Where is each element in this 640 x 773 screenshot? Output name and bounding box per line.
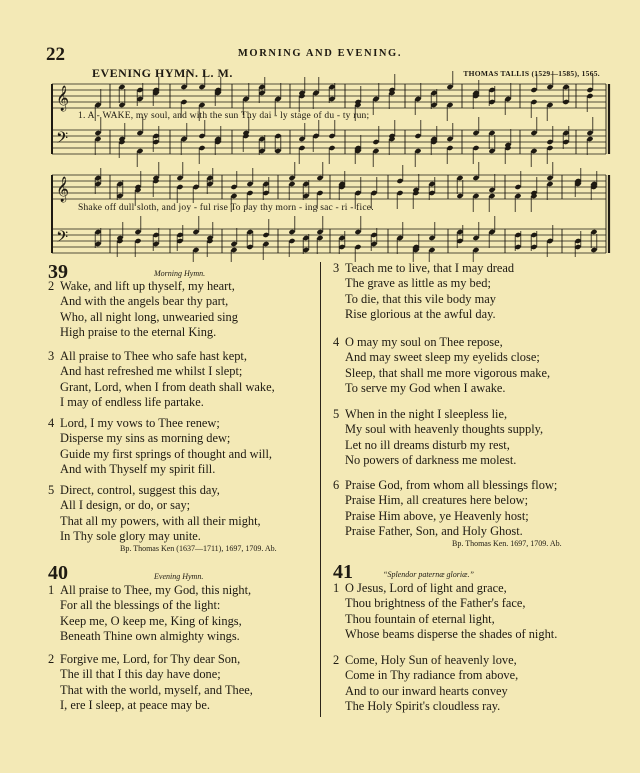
verse-line: Guide my first springs of thought and will, [60,446,273,461]
bass-clef: 𝄢 [56,129,69,151]
verse-line: Keep me, O keep me, King of kings, [60,613,242,628]
verse-line: And with the angels bear thy part, [60,294,229,309]
verse-number: 4 [48,416,55,430]
verse-line: To die, that this vile body may [345,291,496,306]
hymn-41-verse-1 [333,581,557,643]
verse-line: Praise Father, Son, and Holy Ghost. [345,524,523,539]
verse-number: 5 [333,407,340,421]
column-divider [320,262,321,717]
verse-number: 2 [48,652,55,666]
hymn-title-39: Morning Hymn. [154,269,206,278]
verse-line: O Jesus, Lord of light and grace, [345,581,507,595]
verse-line: Praise God, from whom all blessings flow; [345,478,558,492]
verse-line: And to our inward hearts convey [345,683,508,698]
hymn-39-verse-2 [48,279,238,341]
bass-clef: 𝄢 [56,228,69,250]
page-number: 22 [46,44,65,65]
music-score [0,0,640,262]
hymn-39-verse-5b [333,407,543,469]
verse-line: Forgive me, Lord, for Thy dear Son, [60,652,241,666]
verse-line: In Thy sole glory may unite. [60,529,201,544]
hymn-39-verse-5 [48,483,261,545]
verse-line: The Holy Spirit's cloudless ray. [345,699,501,714]
verse-line: All praise to Thee who safe hast kept, [60,349,247,363]
running-head: MORNING AND EVENING. [237,48,403,59]
lyric-line-2: Shake off dull sloth, and joy - ful rise To pay thy morn - ing sac - ri - fice. [78,203,374,213]
hymn-number-41: 41 [333,561,353,583]
composer-credit: THOMAS TALLIS (1529—1585), 1565. [463,69,600,78]
hymn-40-verse-2 [48,652,253,714]
verse-line: I, ere I sleep, at peace may be. [60,698,210,713]
verse-number: 6 [333,478,340,492]
verse-number: 1 [333,581,340,595]
verse-line: And hast refreshed me whilst I slept; [60,364,243,379]
verse-line: Thou brightness of the Father's face, [345,596,526,611]
verse-line: Wake, and lift up thyself, my heart, [60,279,235,293]
verse-line: I may of endless life partake. [60,395,204,410]
verse-line: The ill that I this day have done; [60,667,221,682]
verse-number: 2 [333,653,340,667]
verse-line: All I design, or do, or say; [60,498,191,513]
verse-line: And with Thyself my spirit fill. [60,462,216,477]
hymn-39-verse-6 [333,478,557,540]
verse-line: Grant, Lord, when I from death shall wake, [60,379,275,394]
verse-line: High praise to the eternal King. [60,325,217,340]
verse-number: 2 [48,279,55,293]
verse-number: 5 [48,483,55,497]
hymn-39-verse-4 [48,416,272,478]
verse-line: For all the blessings of the light: [60,598,221,613]
verse-line: Who, all night long, unwearied sing [60,309,238,324]
verse-line: Disperse my sins as morning dew; [60,431,231,446]
verse-line: O may my soul on Thee repose, [345,335,503,349]
verse-line: All praise to Thee, my God, this night, [60,583,252,597]
hymn-title-40: Evening Hymn. [154,572,204,581]
hymn-39-verse-3b [333,261,514,323]
verse-line: When in the night I sleepless lie, [345,407,508,421]
verse-line: Come in Thy radiance from above, [345,668,519,683]
verse-line: The grave as little as my bed; [345,276,491,291]
verse-number: 3 [48,349,55,363]
verse-line: That all my powers, with all their might, [60,513,261,528]
verse-line: Whose beams disperse the shades of night. [345,627,558,642]
verse-number: 1 [48,583,55,597]
verse-line: And may sweet sleep my eyelids close; [345,350,540,365]
verse-number: 3 [333,261,340,275]
hymn-40-verse-1 [48,583,251,645]
verse-number: 4 [333,335,340,349]
tune-name: EVENING HYMN. L. M. [92,66,233,80]
hymn-title-41: “Splendor paternæ gloriæ.” [383,570,474,579]
verse-line: Rise glorious at the awful day. [345,307,496,322]
verse-line: Lord, I my vows to Thee renew; [60,416,220,430]
hymn-number-39: 39 [48,261,68,283]
lyric-line-1: 1. A - WAKE, my soul, and with the sun Thy dai - ly stage of du - ty run; [78,111,370,121]
verse-line: That with the world, myself, and Thee, [60,682,253,697]
attribution-39: Bp. Thomas Ken (1637—1711), 1697, 1709. Ab. [120,544,277,553]
verse-line: Let no ill dreams disturb my rest, [345,437,510,452]
verse-line: Thou fountain of eternal light, [345,611,495,626]
hymn-41-verse-2 [333,653,518,715]
verse-line: Direct, control, suggest this day, [60,483,220,497]
verse-line: To serve my God when I awake. [345,381,506,396]
verse-line: Praise Him above, ye Heavenly host; [345,508,529,523]
attribution-39b: Bp. Thomas Ken. 1697, 1709. Ab. [452,539,562,548]
verse-line: Come, Holy Sun of heavenly love, [345,653,517,667]
hymn-39-verse-4b [333,335,550,397]
verse-line: Sleep, that shall me more vigorous make, [345,365,551,380]
hymn-number-40: 40 [48,562,68,584]
verse-line: Teach me to live, that I may dread [345,261,515,275]
verse-line: Beneath Thine own almighty wings. [60,629,240,644]
verse-line: Praise Him, all creatures here below; [345,493,529,508]
hymn-39-verse-3 [48,349,275,411]
verse-line: No powers of darkness me molest. [345,453,517,468]
treble-clef: 𝄞 [56,86,70,111]
verse-line: My soul with heavenly thoughts supply, [345,422,544,437]
treble-clef: 𝄞 [56,177,70,202]
